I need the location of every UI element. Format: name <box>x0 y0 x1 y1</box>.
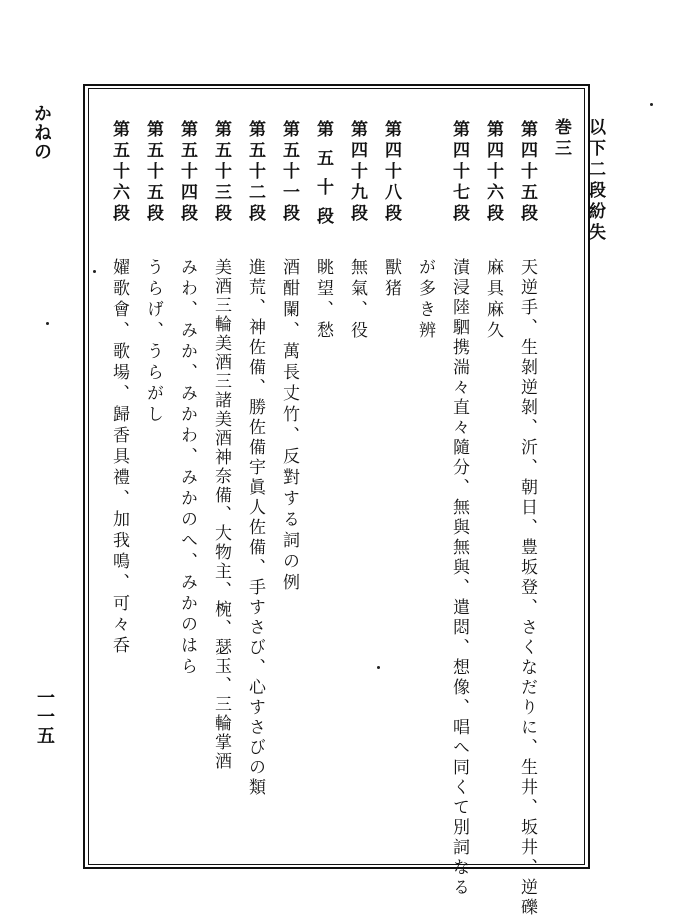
entry-49-text: 無氣、役 <box>347 258 367 342</box>
scan-speck <box>93 270 96 273</box>
intro-line: 以下二段紛失 <box>585 118 605 244</box>
entry-54-text: みわ、みか、みかわ、みかのへ、みかのはら <box>177 258 197 678</box>
entry-51-section: 第五十一段 <box>279 120 299 225</box>
entry-51-text: 酒酣闌、萬長丈竹、反對する詞の例 <box>279 258 299 594</box>
entry-56-text: 嬥歌會、歌場、歸香具禮、加我鳴、可々呑 <box>109 258 129 657</box>
entry-50-section: 第五十段 <box>313 120 333 236</box>
scan-speck <box>46 322 49 325</box>
entry-46-text: 麻具麻久 <box>483 258 503 342</box>
entry-53-section: 第五十三段 <box>211 120 231 225</box>
volume-heading: 巻三 <box>551 118 571 160</box>
entry-47-section: 第四十七段 <box>449 120 469 225</box>
entry-49-section: 第四十九段 <box>347 120 367 225</box>
entry-46-section: 第四十六段 <box>483 120 503 225</box>
entry-48-section: 第四十八段 <box>381 120 401 225</box>
entry-52-section: 第五十二段 <box>245 120 265 225</box>
scan-speck <box>377 666 380 669</box>
entry-53-text: 美酒三輪美酒三諸美酒神奈備、大物主、椀、瑟玉、三輪掌酒 <box>211 258 231 771</box>
entry-55-section: 第五十五段 <box>143 120 163 225</box>
entry-47-text-cont: が多き辨 <box>415 258 435 342</box>
entry-47-text: 漬浸陸駟携湍々直々隨分、無與無與、遣悶、想像、唱へ同くて別詞なる <box>449 258 469 898</box>
page-number: 一一五 <box>34 688 55 745</box>
entry-45-text: 天逆手、生剝逆剝、沂、朝日、豊坂登、さくなだりに、生井、坂井、逆礫 <box>517 258 537 918</box>
entry-55-text: うらげ、うらがし <box>143 258 163 426</box>
entry-50-text: 眺望、愁 <box>313 258 333 342</box>
entry-54-section: 第五十四段 <box>177 120 197 225</box>
entry-45-section: 第四十五段 <box>517 120 537 225</box>
scan-speck <box>650 103 653 106</box>
entry-56-section: 第五十六段 <box>109 120 129 225</box>
entry-52-text: 進荒、神佐備、勝佐備宇眞人佐備、手すさび、心すさびの類 <box>245 258 265 798</box>
running-head: かねの <box>31 104 52 161</box>
entry-48-text: 獸猪 <box>381 258 401 300</box>
